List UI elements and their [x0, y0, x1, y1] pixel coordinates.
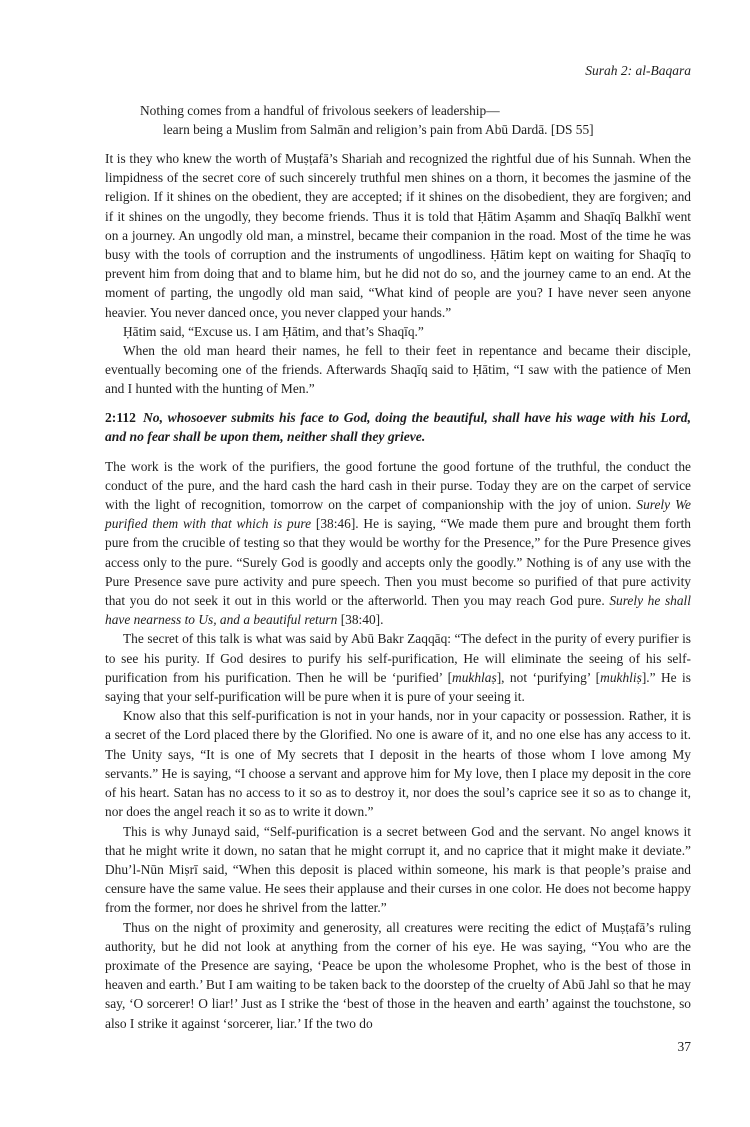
body-paragraph	[105, 918, 691, 1033]
text-segment: ], not ‘purifying’ [	[496, 669, 601, 685]
body-paragraph	[105, 706, 691, 821]
text-segment: Thus on the night of proximity and generosity, all creatures were reciting the edict of Muṣṭafā’s ruling authority, but he did not look at anything from the corner of his eye. He was saying, “You who are the proximate of the Presence are saying, ‘Peace be upon the wholesome Prophet, who is the best of those in heaven and earth.’ But I am waiting to be taken back to the doorstep of the cruelty of Abū Jahl so that he may say, ‘O sorcerer! O liar!’ Just as I strike the ‘best of those in the heaven and earth’ against the touchstone, so also I strike it against ‘sorcerer, liar.’ If the two do	[105, 919, 691, 1031]
text-segment: [38:46]. He is saying, “We made them pure and brought them forth pure from the crucible of testing so that they would be worthy for the Presence,” for the Pure Presence gives access only to the pure. “Surely God is goodly and accepts only the goodly.” Nothing is of any use with the Pure Presence save pure activity and pure speech. Then you must become so purified of that pure activity that you do not seek it out in this world or the afterworld. Then you may reach God pure.	[105, 516, 692, 609]
text-segment: The secret of this talk is what was said by Abū Bakr Zaqqāq: “The defect in the purity of every purifier is to see his purity. If God desires to purify his self-purification, He will eliminate the seeing of his self-purification from his purification. Then he will be ‘purified’ [	[105, 631, 691, 685]
body-paragraph	[105, 322, 691, 341]
body-paragraph	[105, 341, 691, 399]
text-segment: Know also that this self-purification is not in your hands, nor in your capacity or possession. Rather, it is a secret of the Lord placed there by the Glorified. No one is aware of it, and no one else has any access to it. The Unity says, “It is one of My secrets that I deposit in the hearts of those whom I love among My servants.” He is saying, “I choose a servant and approve him for My love, then I place my deposit in the core of his heart. Satan has no access to it so as to destroy it, nor does the soul’s caprice see it so as to change it, nor does the angel reach it so as to write it down.”	[105, 708, 691, 820]
text-segment: The work is the work of the purifiers, the good fortune the good fortune of the truthful, the conduct the conduct of the pure, and the hard cash the hard cash in their purse. Today they are on the carpet of service with the light of recognition, tomorrow on the carpet of companionship with the joy of union.	[105, 458, 691, 513]
text-segment: Ḥātim said, “Excuse us. I am Ḥātim, and that’s Shaqīq.”	[123, 323, 424, 339]
text-segment: When the old man heard their names, he fell to their feet in repentance and became their disciple, eventually becoming one of the friends. Afterwards Shaqīq said to Ḥātim, “I saw with the patience of Men and I hunted with the hunting of Men.”	[105, 343, 691, 397]
poem-line: Nothing comes from a handful of frivolous seekers of leadership—	[140, 103, 500, 118]
body-paragraph	[105, 822, 691, 918]
verse-text: No, whosoever submits his face to God, doing the beautiful, shall have his wage with his Lord, and no fear shall be upon them, neither shall they grieve.	[105, 409, 691, 445]
running-head: Surah 2: al-Baqara	[585, 63, 691, 78]
text-block	[105, 63, 691, 1033]
text-segment: mukhliṣ	[600, 669, 642, 685]
body-paragraphs	[105, 149, 691, 1033]
body-paragraph	[105, 629, 691, 706]
verse-number: 2:112	[105, 409, 136, 425]
text-segment: mukhlaṣ	[452, 669, 497, 685]
page-number: 37	[677, 1039, 691, 1054]
body-paragraph	[105, 149, 691, 322]
verse-heading	[105, 408, 691, 447]
text-segment: Surely We purified them with that which is pure	[105, 497, 691, 532]
text-segment: [38:40].	[337, 612, 384, 628]
text-segment: Surely he shall have nearness to Us, and a beautiful return	[105, 593, 691, 628]
text-segment: ].” He is saying that your self-purification will be pure when it is pure of your seeing it.	[105, 669, 691, 705]
poem-line: learn being a Muslim from Salmān and religion’s pain from Abū Dardā. [DS 55]	[163, 122, 594, 137]
body-paragraph	[105, 457, 691, 630]
text-segment: It is they who knew the worth of Muṣṭafā’s Shariah and recognized the rightful due of his Sunnah. When the limpidness of the secret core of such sincerely truthful men shines on a thorn, it becomes the jasmine of the religion. If it shines on the obedient, they are accepted; if it shines on the disobedient, they are forgiven; and if it shines on the ungodly, they become friends. Thus it is told that Ḥātim Aṣamm and Shaqīq Balkhī went on a journey. An ungodly old man, a minstrel, became their companion in the road. Most of the time he was busy with the tools of corruption and the instruments of ungodliness. Ḥātim kept on waiting for Shaqīq to prevent him from doing that and to blame him, but he did not do so, and the journey came to an end. At the moment of parting, the ungodly old man said, “What kind of people are you? I have never seen anyone heavier. You never danced once, you never clapped your hands.”	[105, 151, 691, 320]
poem-quote	[105, 101, 691, 139]
text-segment: This is why Junayd said, “Self-purification is a secret between God and the servant. No angel knows it that he might write it down, no satan that he might corrupt it, and no caprice that it might make it deviate.” Dhu’l-Nūn Miṣrī said, “When this deposit is placed within someone, his mark is that people’s praise and censure have the same value. He sees their applause and their curses in one color. He does not become happy from the former, nor does he shrivel from the latter.”	[105, 823, 691, 916]
